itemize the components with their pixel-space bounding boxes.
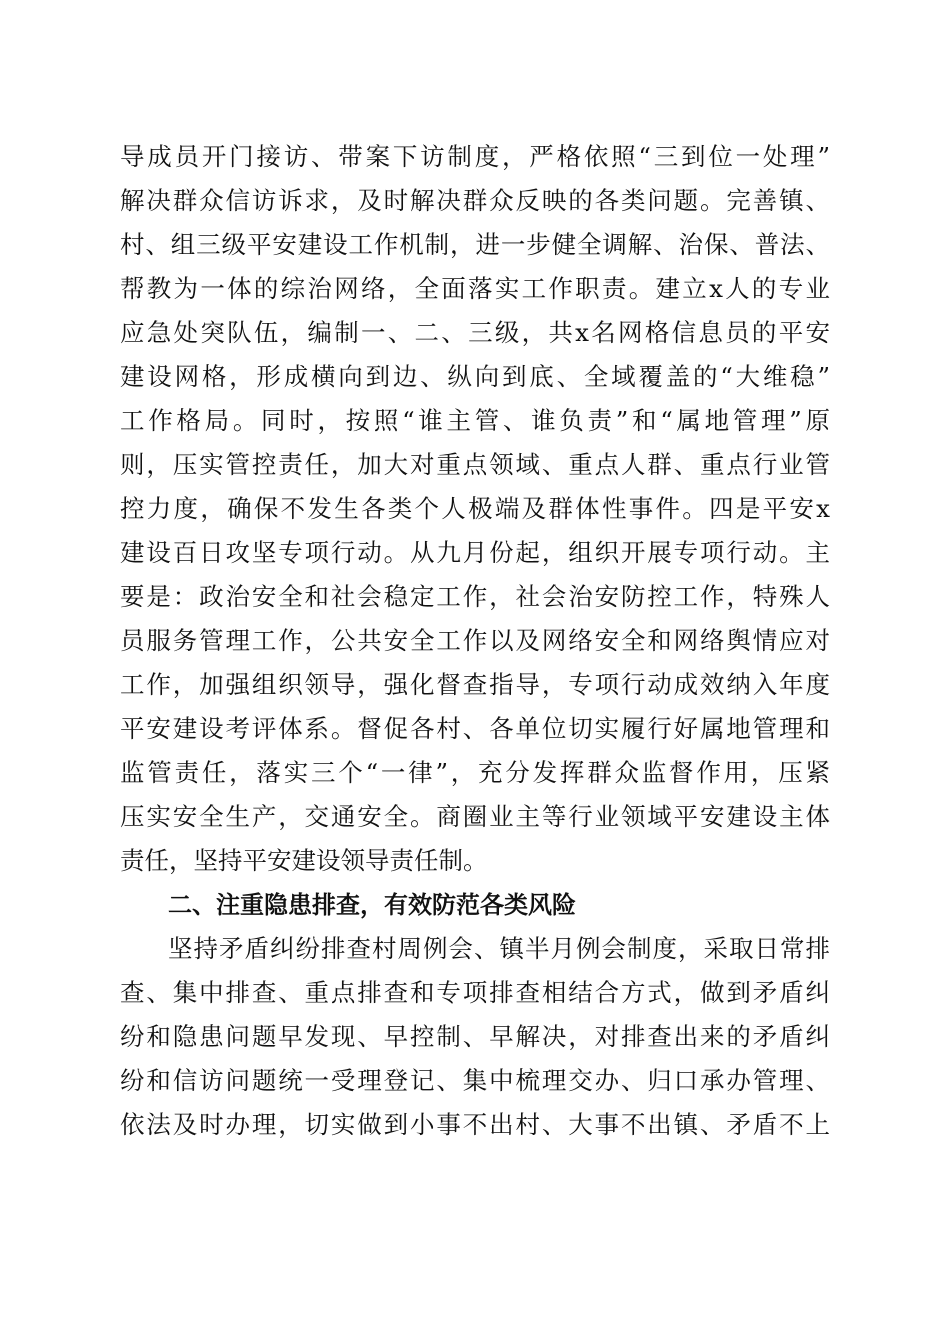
paragraph-line: 则，压实管控责任，加大对重点领域、重点人群、重点行业管 — [120, 450, 830, 479]
paragraph-line: 纷和隐患问题早发现、早控制、早解决，对排查出来的矛盾纠 — [120, 1022, 830, 1051]
paragraph-line: 监管责任，落实三个“一律”，充分发挥群众监督作用，压紧 — [120, 758, 830, 787]
paragraph-line: 解决群众信访诉求，及时解决群众反映的各类问题。完善镇、 — [120, 186, 830, 215]
paragraph-line: 帮教为一体的综治网络，全面落实工作职责。建立x人的专业 — [120, 274, 830, 303]
paragraph-line: 纷和信访问题统一受理登记、集中梳理交办、归口承办管理、 — [120, 1066, 830, 1095]
paragraph-line: 应急处突队伍，编制一、二、三级，共x名网格信息员的平安 — [120, 318, 830, 347]
paragraph-line: 依法及时办理，切实做到小事不出村、大事不出镇、矛盾不上 — [120, 1110, 830, 1139]
section-heading: 二、注重隐患排查，有效防范各类风险 — [168, 891, 576, 919]
paragraph-line: 平安建设考评体系。督促各村、各单位切实履行好属地管理和 — [120, 714, 830, 743]
paragraph-line: 导成员开门接访、带案下访制度，严格依照“三到位一处理” — [120, 142, 830, 171]
paragraph-line: 压实安全生产，交通安全。商圈业主等行业领域平安建设主体 — [120, 802, 830, 831]
paragraph-line: 建设网格，形成横向到边、纵向到底、全域覆盖的“大维稳” — [120, 362, 830, 391]
paragraph-line: 村、组三级平安建设工作机制，进一步健全调解、治保、普法、 — [120, 230, 830, 259]
paragraph-line: 工作格局。同时，按照“谁主管、谁负责”和“属地管理”原 — [120, 406, 830, 435]
paragraph-line: 工作，加强组织领导，强化督查指导，专项行动成效纳入年度 — [120, 670, 830, 699]
paragraph-line: 控力度，确保不发生各类个人极端及群体性事件。四是平安x — [120, 494, 830, 523]
paragraph-line: 要是：政治安全和社会稳定工作，社会治安防控工作，特殊人 — [120, 582, 830, 611]
paragraph-line: 责任，坚持平安建设领导责任制。 — [120, 846, 488, 875]
paragraph-line: 建设百日攻坚专项行动。从九月份起，组织开展专项行动。主 — [120, 538, 830, 567]
paragraph-line: 员服务管理工作，公共安全工作以及网络安全和网络舆情应对 — [120, 626, 830, 655]
paragraph-line: 坚持矛盾纠纷排查村周例会、镇半月例会制度，采取日常排 — [168, 934, 830, 963]
paragraph-line: 查、集中排查、重点排查和专项排查相结合方式，做到矛盾纠 — [120, 978, 830, 1007]
